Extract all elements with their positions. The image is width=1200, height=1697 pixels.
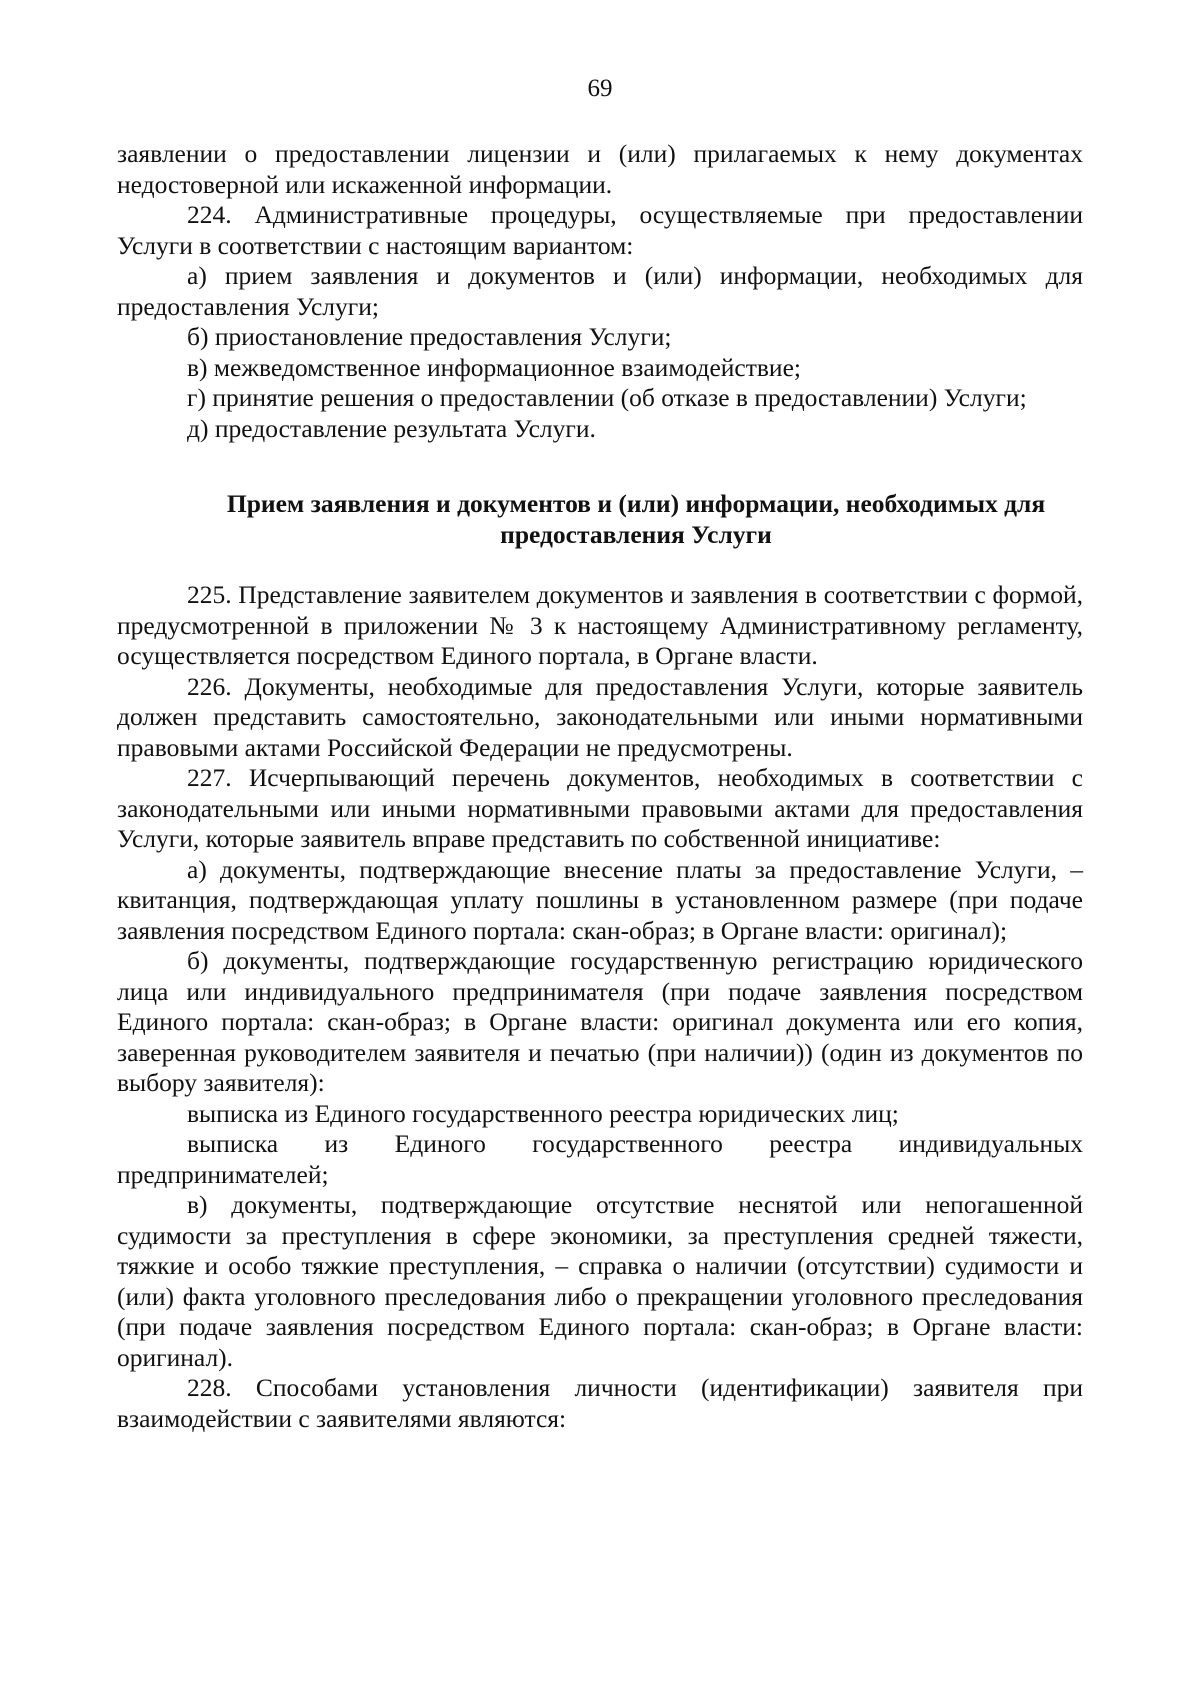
paragraph-227-item-b-2: выписка из Единого государственного реестра индивидуальных предпринимателей; [117,1129,1083,1189]
paragraph-227-item-v: в) документы, подтверждающие отсутствие неснятой или непогашенной судимости за преступления в сфере экономики, за преступления средней тяжести, тяжкие и особо тяжкие преступления, – справка о наличии (отсутствии) судимости и (или) факта уголовного преследования либо о прекращении уголовного преследования (при подаче заявления посредством Единого портала: скан-образ; в Органе власти: оригинал). [117,1190,1083,1372]
list-224-item-g: г) принятие решения о предоставлении (об отказе в предоставлении) Услуги; [187,383,1027,412]
list-224-item-b: б) приостановление предоставления Услуги; [187,322,672,351]
paragraph-224 [117,200,1083,261]
paragraph-227-item-a: а) документы, подтверждающие внесение платы за предоставление Услуги, – квитанция, подтверждающая уплату пошлины в установленном размере (при подаче заявления посредством Единого портала: скан-образ; в Органе власти: оригинал); [117,854,1083,945]
section-heading-line-1: Прием заявления и документов и (или) информации, необходимых для [226,489,1046,518]
list-224-item-d: д) предоставление результата Услуги. [187,413,596,443]
section-heading-line-2: предоставления Услуги [500,520,772,549]
paragraph-227: 227. Исчерпывающий перечень документов, необходимых в соответствии с законодательными или иными нормативными правовыми актами для предоставления Услуги, которые заявитель вправе представить по собственной инициативе: [117,763,1083,853]
paragraph-228: 228. Способами установления личности (идентификации) заявителя при взаимодействии с заявителями являются: [117,1373,1083,1433]
list-224-item-a: а) прием заявления и документов и (или) информации, необходимых для предоставления Услуги; [117,261,1083,321]
paragraph-225: 225. Представление заявителем документов и заявления в соответствии с формой, предусмотренной в приложении № 3 к настоящему Административному регламенту, осуществляется посредством Единого портала, в Органе власти. [117,580,1083,670]
paragraph-227-item-b-1: выписка из Единого государственного реестра юридических лиц; [187,1098,899,1128]
paragraph-226: 226. Документы, необходимые для предоставления Услуги, которые заявитель должен представить самостоятельно, законодательными или иными нормативными правовыми актами Российской Федерации не предусмотрены. [117,671,1083,762]
paragraph-224-rest: Услуги в соответствии с настоящим вариантом: [117,230,634,260]
list-224-item-v: в) межведомственное информационное взаимодействие; [187,352,801,382]
document-body [117,139,1083,1434]
paragraph-224-first-line: 224. Административные процедуры, осуществляемые при предоставлении [187,200,1083,229]
paragraph-227-item-b: б) документы, подтверждающие государственную регистрацию юридического лица или индивидуального предпринимателя (при подаче заявления посредством Единого портала: скан-образ; в Органе власти: оригинал документа или его копия, заверенная руководителем заявителя и печатью (при наличии)) (один из документов по выбору заявителя): [117,946,1083,1097]
page-number: 69 [587,75,613,102]
lead-paragraph [117,139,1083,200]
lead-line-1: заявлении о предоставлении лицензии и (или) прилагаемых к нему документах [117,139,1083,168]
lead-line-2: недостоверной или искаженной информации. [117,169,613,199]
section-heading [117,488,1083,550]
